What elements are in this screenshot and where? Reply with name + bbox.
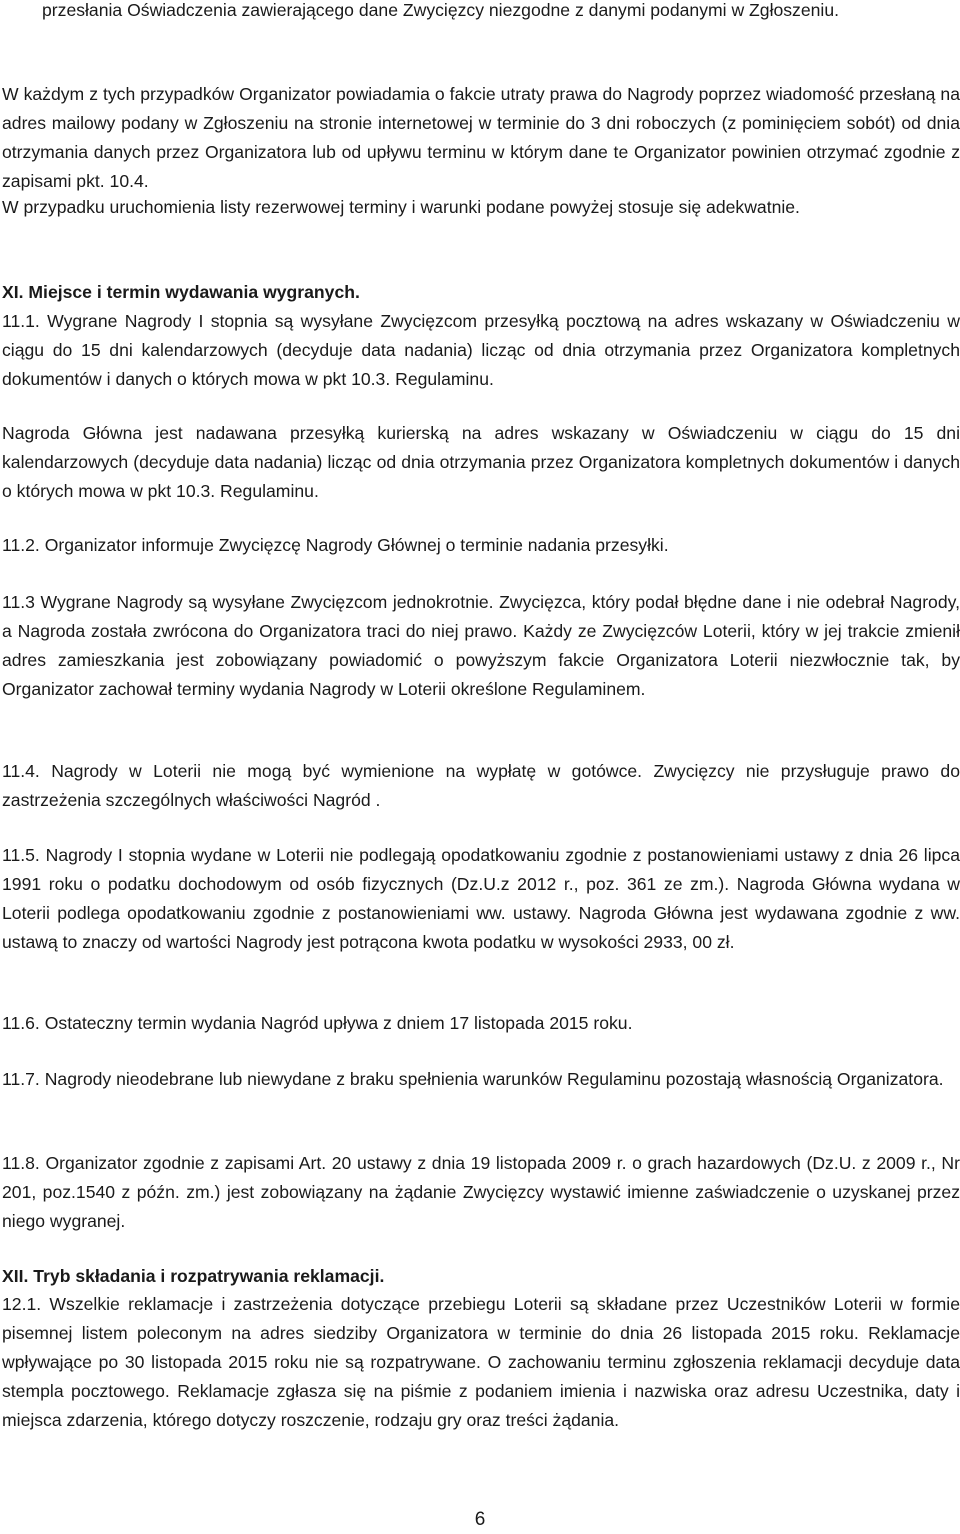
paragraph-prize-loss: W każdym z tych przypadków Organizator powiadamia o fakcie utraty prawa do Nagrody poprzez wiadomość przesłaną na adres mailowy podany w Zgłoszeniu na stronie internetowej w terminie do 3 dni roboczych (z pominięciem sobót) od dnia otrzymania danych przez Organizatora lub od upływu terminu w którym dane te Organizator powinien otrzymać zgodnie z zapisami pkt. 10.4. [2, 84, 960, 191]
paragraph-11-7: 11.7. Nagrody nieodebrane lub niewydane z braku spełnienia warunków Regulaminu pozostają własnością Organizatora. [2, 1069, 944, 1089]
paragraph-main-prize: Nagroda Główna jest nadawana przesyłką kurierską na adres wskazany w Oświadczeniu w ciągu do 15 dni kalendarzowych (decyduje data nadania) licząc od dnia otrzymania przez Organizatora kompletnych dokumentów i danych o których mowa w pkt 10.3. Regulaminu. [2, 423, 960, 501]
list-item-text: przesłania Oświadczenia zawierającego dane Zwycięzcy niezgodne z danymi podanymi w Zgłoszeniu. [42, 0, 840, 20]
paragraph-11-3: 11.3 Wygrane Nagrody są wysyłane Zwycięzcom jednokrotnie. Zwycięzca, który podał błędne dane i nie odebrał Nagrody, a Nagroda została zwrócona do Organizatora traci do niej prawo. Każdy ze Zwycięzców Loterii, który w jej trakcie zmienił adres zamieszkania jest zobowiązany powiadomić o powyższym fakcie Organizatora Loterii niezwłocznie tak, by Organizator zachował terminy wydania Nagrody w Loterii określone Regulaminem. [2, 592, 960, 699]
paragraph-12-1: 12.1. Wszelkie reklamacje i zastrzeżenia dotyczące przebiegu Loterii są składane przez Uczestników Loterii w formie pisemnej listem poleconym na adres siedziby Organizatora w terminie do dnia 26 listopada 2015 roku. Reklamacje wpływające po 30 listopada 2015 roku nie są rozpatrywane. O zachowaniu terminu zgłoszenia reklamacji decyduje data stempla pocztowego. Reklamacje zgłasza się na piśmie z podaniem imienia i nazwiska oraz adresu Uczestnika, daty i miejsca zdarzenia, którego dotyczy roszczenie, rodzaju gry oraz treści żądania. [2, 1294, 960, 1430]
paragraph-11-5: 11.5. Nagrody I stopnia wydane w Loterii nie podlegają opodatkowaniu zgodnie z postanowieniami ustawy z dnia 26 lipca 1991 roku o podatku dochodowym od osób fizycznych (Dz.U.z 2012 r., poz. 361 ze zm.). Nagroda Główna wydana w Loterii podlega opodatkowaniu zgodnie z postanowieniami ww. ustawy. Nagroda Główna jest wydawana zgodnie z ww. ustawą to znaczy od wartości Nagrody jest potrącona kwota podatku w wysokości 2933, 00 zł. [2, 845, 960, 952]
paragraph-11-1: 11.1. Wygrane Nagrody I stopnia są wysyłane Zwycięzcom przesyłką pocztową na adres wskazany w Oświadczeniu w ciągu do 15 dni kalendarzowych (decyduje data nadania) licząc od dnia otrzymania przez Organizatora kompletnych dokumentów i danych o których mowa w pkt 10.3. Regulaminu. [2, 311, 960, 389]
section-heading-xi: XI. Miejsce i termin wydawania wygranych. [2, 282, 360, 302]
paragraph-11-6: 11.6. Ostateczny termin wydania Nagród upływa z dniem 17 listopada 2015 roku. [2, 1013, 633, 1033]
paragraph-reserve-list: W przypadku uruchomienia listy rezerwowej terminy i warunki podane powyżej stosuje się adekwatnie. [2, 197, 800, 217]
paragraph-11-4: 11.4. Nagrody w Loterii nie mogą być wymienione na wypłatę w gotówce. Zwycięzcy nie przysługuje prawo do zastrzeżenia szczególnych właściwości Nagród . [2, 761, 960, 810]
list-item-e [2, 0, 960, 25]
paragraph-11-8: 11.8. Organizator zgodnie z zapisami Art. 20 ustawy z dnia 19 listopada 2009 r. o grach hazardowych (Dz.U. z 2009 r., Nr 201, poz.1540 z późn. zm.) jest zobowiązany na żądanie Zwycięzcy wystawić imienne zaświadczenie o uzyskanej przez niego wygranej. [2, 1153, 960, 1231]
section-heading-xii: XII. Tryb składania i rozpatrywania reklamacji. [2, 1266, 385, 1286]
paragraph-11-2: 11.2. Organizator informuje Zwycięzcę Nagrody Głównej o terminie nadania przesyłki. [2, 535, 669, 555]
page-number: 6 [474, 1509, 486, 1530]
list-marker [2, 0, 42, 25]
